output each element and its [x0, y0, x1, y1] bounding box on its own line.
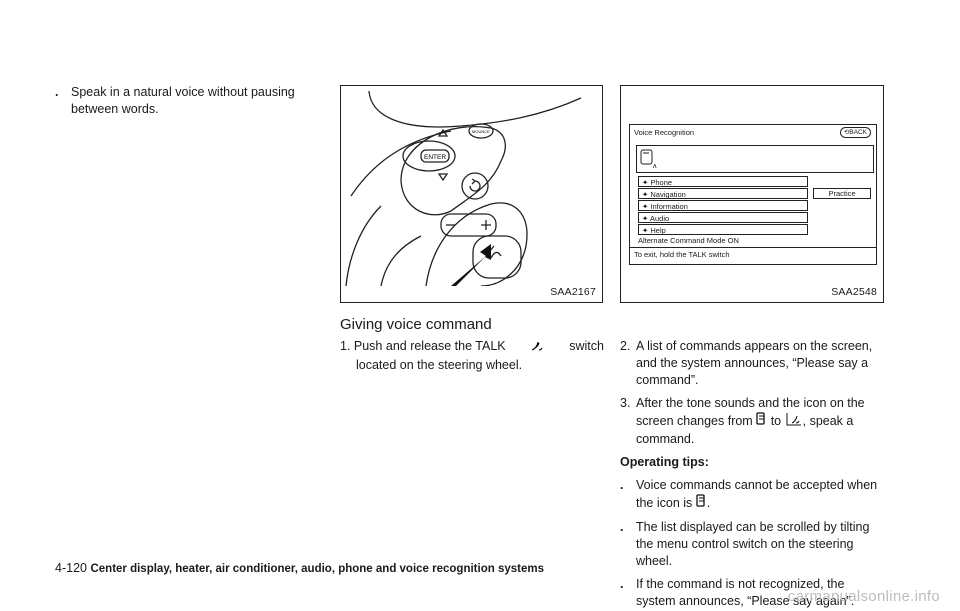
- watermark: carmanualsonline.info: [787, 588, 940, 605]
- talk-ready-icon: [785, 412, 803, 431]
- alt-mode-text: Alternate Command Mode ON: [638, 236, 739, 245]
- tip-3: . If the command is not recognized, the system announces, “Please say again”.: [620, 576, 884, 610]
- menu-item-phone[interactable]: ✦ Phone: [638, 176, 808, 187]
- svg-text:ᴧ: ᴧ: [653, 163, 657, 169]
- column-3: [620, 338, 884, 610]
- menu-item-help[interactable]: ✦ Help: [638, 224, 808, 235]
- step-3-number: 3.: [620, 396, 631, 410]
- bullet-text: Speak in a natural voice without pausing between words.: [71, 85, 295, 116]
- steering-wheel-illustration: [341, 86, 602, 286]
- tip-1: . Voice commands cannot be accepted when the icon is .: [620, 477, 884, 513]
- page-number: 4-120: [55, 561, 87, 575]
- chapter-title: Center display, heater, air conditioner, audio, phone and voice recognition systems: [90, 563, 544, 575]
- figure-code: SAA2548: [831, 286, 877, 298]
- step-3: [620, 395, 884, 448]
- practice-button[interactable]: Practice: [813, 188, 871, 199]
- figure-steering-wheel: [340, 85, 603, 303]
- tip-1-text: Voice commands cannot be accepted when the icon is .: [636, 477, 884, 513]
- tip-3-text: If the command is not recognized, the system announces, “Please say again”.: [636, 577, 855, 608]
- menu-item-audio[interactable]: ✦ Audio: [638, 212, 808, 223]
- tip-2: . The list displayed can be scrolled by tilting the menu control switch on the steering wheel.: [620, 519, 884, 570]
- input-area: [636, 145, 874, 173]
- step-2-text: A list of commands appears on the screen, and the system announces, “Please say a command”.: [636, 339, 873, 387]
- step-1: [340, 338, 604, 374]
- mute-button-label: MOUNCE: [472, 129, 490, 134]
- step-2: [620, 338, 884, 389]
- listening-icon: [696, 494, 707, 513]
- step-1-text-b: switch: [569, 339, 604, 353]
- figure-code: SAA2167: [550, 286, 596, 298]
- tip-2-text: The list displayed can be scrolled by tilting the menu control switch on the steering wheel.: [636, 520, 870, 568]
- screen-title: Voice Recognition: [634, 128, 695, 137]
- enter-button-label: ENTER: [424, 154, 447, 161]
- talk-icon: [530, 338, 544, 357]
- step-1-text-a: 1. Push and release the TALK: [340, 339, 506, 353]
- recognizing-icon: [640, 149, 664, 169]
- section-heading: Giving voice command: [340, 316, 492, 333]
- arrow-icon: [451, 244, 491, 286]
- listening-icon: [756, 412, 767, 431]
- bullet-dot: .: [55, 85, 59, 99]
- screen-display: [629, 124, 877, 265]
- menu-item-information[interactable]: ✦ Information: [638, 200, 808, 211]
- bullet-speak-natural: [55, 84, 325, 118]
- screen-divider: [630, 247, 876, 248]
- back-label: BACK: [849, 129, 867, 136]
- step-3-text: After the tone sounds and the icon on the screen changes from to , speak a command.: [636, 396, 865, 446]
- page-footer: [55, 561, 544, 575]
- back-arrow-icon: ⟲: [843, 129, 850, 136]
- exit-hint: To exit, hold the TALK switch: [634, 250, 730, 259]
- tips-heading: Operating tips:: [620, 455, 709, 469]
- back-button[interactable]: [840, 127, 871, 138]
- step-1-text-c: located on the steering wheel.: [356, 358, 523, 372]
- menu-item-navigation[interactable]: ✦ Navigation: [638, 188, 808, 199]
- figure-voice-screen: [620, 85, 884, 303]
- step-2-number: 2.: [620, 339, 631, 353]
